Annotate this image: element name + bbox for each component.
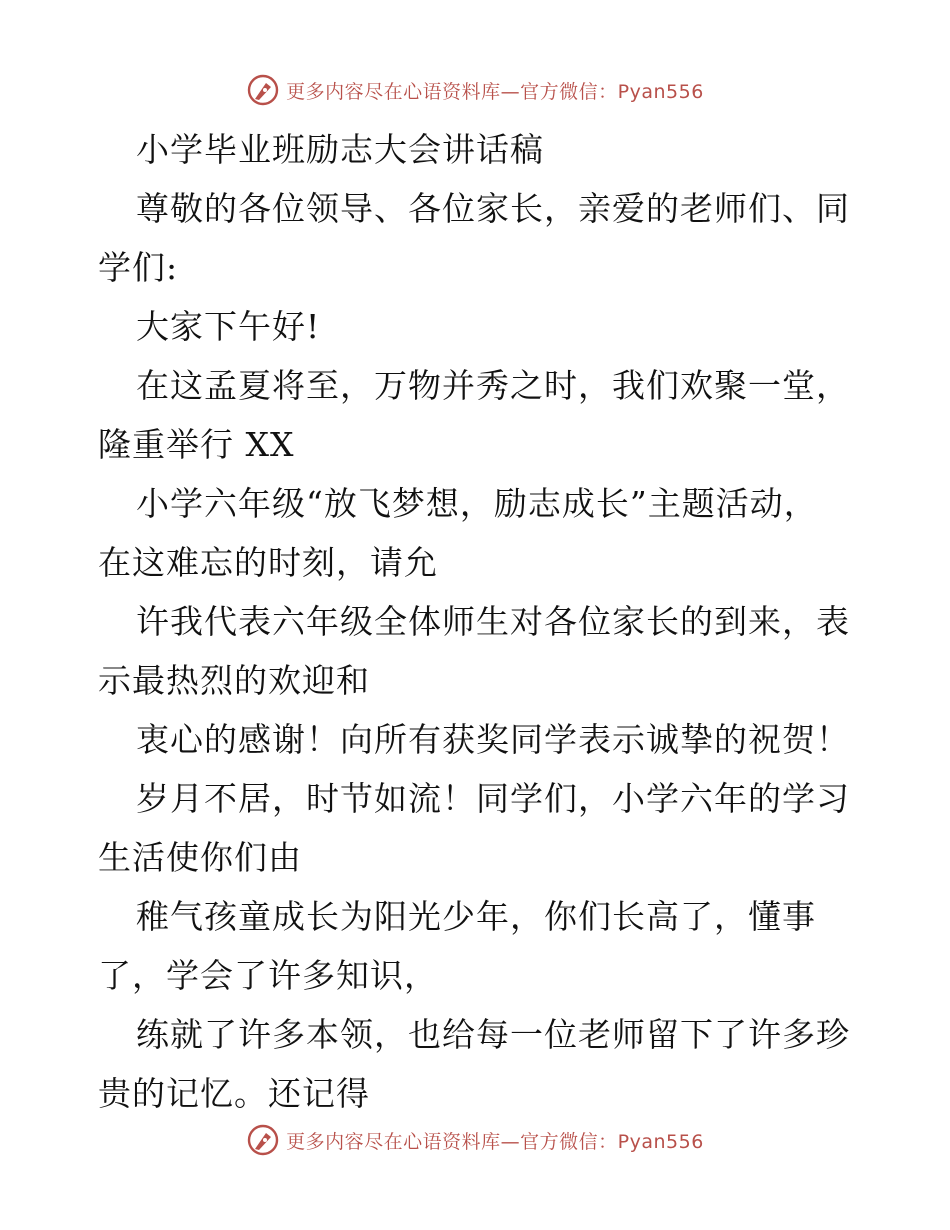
footer-banner	[0, 1120, 950, 1160]
header-banner-text: 更多内容尽在心语资料库—官方微信：Pyan556	[286, 80, 704, 103]
document-line: 在这孟夏将至，万物并秀之时，我们欢聚一堂，	[136, 366, 850, 405]
document-line: 岁月不居，时节如流！同学们，小学六年的学习	[136, 779, 850, 818]
pen-nib-logo-icon	[246, 73, 280, 107]
document-body	[98, 120, 858, 1123]
document-line: 许我代表六年级全体师生对各位家长的到来，表	[136, 602, 850, 641]
document-line: 稚气孩童成长为阳光少年，你们长高了，懂事	[136, 897, 816, 936]
document-line: 隆重举行 XX	[98, 425, 295, 464]
document-line: 贵的记忆。还记得	[98, 1074, 370, 1113]
document-line: 在这难忘的时刻，请允	[98, 543, 438, 582]
document-line: 小学六年级“放飞梦想，励志成长”主题活动，	[136, 484, 818, 523]
document-line: 示最热烈的欢迎和	[98, 661, 370, 700]
document-line: 了，学会了许多知识，	[98, 956, 438, 995]
pen-nib-logo-icon	[246, 1123, 280, 1157]
document-line: 小学毕业班励志大会讲话稿	[136, 130, 544, 169]
document-line: 学们:	[98, 248, 179, 287]
document-line: 衷心的感谢！向所有获奖同学表示诚挚的祝贺！	[136, 720, 850, 759]
footer-banner-text: 更多内容尽在心语资料库—官方微信：Pyan556	[286, 1130, 704, 1153]
document-line: 生活使你们由	[98, 838, 302, 877]
document-line: 练就了许多本领，也给每一位老师留下了许多珍	[136, 1015, 850, 1054]
header-banner	[0, 70, 950, 110]
document-line: 大家下午好!	[136, 307, 321, 346]
document-line: 尊敬的各位领导、各位家长，亲爱的老师们、同	[136, 189, 850, 228]
